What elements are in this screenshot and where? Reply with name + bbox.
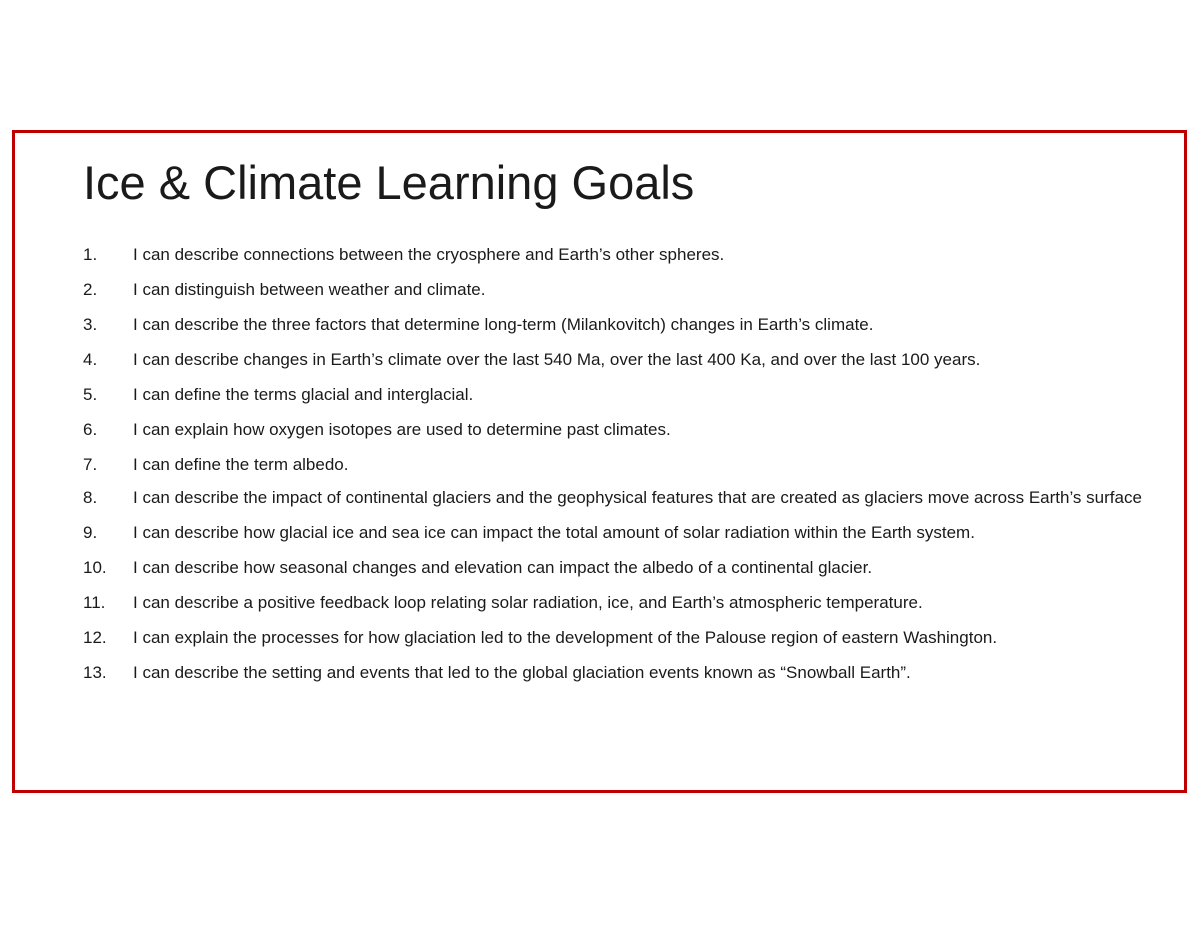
goal-text: I can explain the processes for how glaciation led to the development of the Palouse region of eastern Washington. bbox=[133, 628, 998, 647]
list-item bbox=[83, 661, 1143, 685]
goal-number: 9. bbox=[83, 523, 98, 542]
goal-number: 8. bbox=[83, 488, 98, 507]
goal-number: 10. bbox=[83, 558, 107, 577]
goal-number: 4. bbox=[83, 350, 98, 369]
list-item bbox=[83, 348, 1143, 372]
list-item bbox=[83, 486, 1143, 510]
list-item bbox=[83, 556, 1143, 580]
list-item bbox=[83, 521, 1143, 545]
slide-frame bbox=[12, 130, 1187, 793]
goal-text: I can describe a positive feedback loop relating solar radiation, ice, and Earth’s atmospheric temperature. bbox=[133, 593, 923, 612]
learning-goals-list bbox=[83, 243, 1143, 696]
goal-number: 13. bbox=[83, 663, 107, 682]
goal-number: 7. bbox=[83, 455, 98, 474]
list-item bbox=[83, 453, 1143, 477]
goal-text: I can describe the setting and events that led to the global glaciation events known as “Snowball Earth”. bbox=[133, 663, 911, 682]
goal-number: 3. bbox=[83, 315, 98, 334]
goal-text: I can explain how oxygen isotopes are used to determine past climates. bbox=[133, 420, 671, 439]
list-item bbox=[83, 591, 1143, 615]
goal-number: 11. bbox=[83, 593, 106, 612]
goal-text: I can describe how seasonal changes and elevation can impact the albedo of a continental glacier. bbox=[133, 558, 873, 577]
list-item bbox=[83, 418, 1143, 442]
slide-title: Ice & Climate Learning Goals bbox=[83, 156, 695, 209]
goal-text: I can describe the impact of continental glaciers and the geophysical features that are created as glaciers move across Earth’s surface bbox=[133, 488, 1142, 507]
goal-text: I can describe the three factors that determine long-term (Milankovitch) changes in Earth’s climate. bbox=[133, 315, 874, 334]
goal-number: 5. bbox=[83, 385, 98, 404]
list-item bbox=[83, 313, 1143, 337]
list-item bbox=[83, 383, 1143, 407]
goal-text: I can define the terms glacial and interglacial. bbox=[133, 385, 474, 404]
list-item bbox=[83, 243, 1143, 267]
goal-text: I can describe connections between the cryosphere and Earth’s other spheres. bbox=[133, 245, 725, 264]
goal-text: I can describe how glacial ice and sea ice can impact the total amount of solar radiation within the Earth system. bbox=[133, 523, 975, 542]
goal-number: 2. bbox=[83, 280, 98, 299]
goal-number: 6. bbox=[83, 420, 98, 439]
list-item bbox=[83, 626, 1143, 650]
goal-text: I can define the term albedo. bbox=[133, 455, 349, 474]
list-item bbox=[83, 278, 1143, 302]
goal-number: 12. bbox=[83, 628, 107, 647]
goal-text: I can distinguish between weather and climate. bbox=[133, 280, 486, 299]
goal-text: I can describe changes in Earth’s climate over the last 540 Ma, over the last 400 Ka, and over the last 100 years. bbox=[133, 350, 981, 369]
goal-number: 1. bbox=[83, 245, 98, 264]
